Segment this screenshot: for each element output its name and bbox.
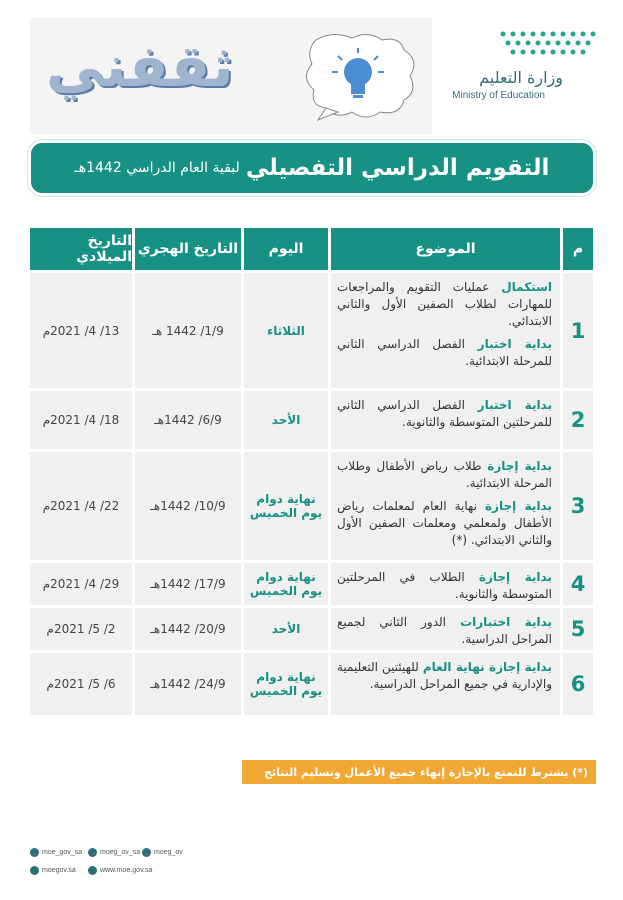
topic-lead: بداية اختبار <box>477 337 552 351</box>
header-num: م <box>563 228 593 270</box>
topic-text: الفصل الدراسي الثاني للمرحلتين المتوسطة والثانوية. <box>337 398 552 429</box>
instagram-icon <box>88 848 97 857</box>
globe-icon <box>88 866 97 875</box>
topic-lead: بداية اختبار <box>477 398 552 412</box>
twitter-handle: moe_gov_sa <box>42 849 83 856</box>
row-number: 3 <box>563 452 593 560</box>
instagram-handle: moeg_ov_sa <box>100 849 141 856</box>
ministry-logo-icon <box>493 26 603 62</box>
row-topic <box>331 391 560 449</box>
row-hijri-date: 20/9/ 1442هـ <box>135 608 241 650</box>
row-number: 4 <box>563 563 593 605</box>
row-day: نهاية دوام يوم الخميس <box>244 563 328 605</box>
row-topic <box>331 563 560 605</box>
topic-paragraph <box>337 659 552 693</box>
topic-text: للهيئتين التعليمية والإدارية في جميع المراحل الدراسية. <box>337 660 552 691</box>
topic-paragraph <box>337 279 552 330</box>
row-gregorian-date: 6/ 5/ 2021م <box>30 653 132 715</box>
row-gregorian-date: 18/ 4/ 2021م <box>30 391 132 449</box>
row-hijri-date: 1/9/ 1442 هـ <box>135 273 241 388</box>
topic-lead: بداية إجازة <box>484 499 552 513</box>
snapchat-handle: moeg_ov <box>154 849 183 856</box>
social-footer <box>30 848 230 884</box>
row-topic <box>331 452 560 560</box>
topic-lead: بداية إجازة <box>487 459 552 473</box>
topic-paragraph <box>337 498 552 549</box>
topic-lead: بداية إجازة <box>478 570 552 584</box>
page-header <box>0 0 623 140</box>
footnote-banner: (*) يشترط للتمتع بالإجازة إنهاء جميع الأعمال وتسليم النتائج <box>242 760 596 784</box>
row-topic <box>331 273 560 388</box>
topic-text: الدور الثاني لجميع المراحل الدراسية. <box>337 615 552 646</box>
brand-logo-text: ثقفني <box>46 32 234 100</box>
page-subtitle: لبقية العام الدراسي 1442هـ <box>74 160 240 176</box>
lightbulb-icon <box>296 30 422 122</box>
row-number: 1 <box>563 273 593 388</box>
row-day: الثلاثاء <box>244 273 328 388</box>
row-hijri-date: 6/9/ 1442هـ <box>135 391 241 449</box>
row-topic <box>331 608 560 650</box>
row-number: 2 <box>563 391 593 449</box>
website-link[interactable] <box>88 866 152 875</box>
title-banner <box>28 140 596 196</box>
row-gregorian-date: 2/ 5/ 2021م <box>30 608 132 650</box>
topic-paragraph <box>337 397 552 431</box>
topic-paragraph <box>337 336 552 370</box>
row-day: الأحد <box>244 608 328 650</box>
row-gregorian-date: 29/ 4/ 2021م <box>30 563 132 605</box>
topic-paragraph <box>337 569 552 603</box>
instagram-link[interactable] <box>88 848 140 857</box>
topic-text: عمليات التقويم والمراجعات للمهارات لطلاب الصفين الأول والثاني الابتدائي. <box>337 280 552 328</box>
header-topic: الموضوع <box>331 228 560 270</box>
row-gregorian-date: 13/ 4/ 2021م <box>30 273 132 388</box>
snapchat-icon <box>142 848 151 857</box>
topic-text: الطلاب في المرحلتين المتوسطة والثانوية. <box>337 570 552 601</box>
page-title: التقويم الدراسي التفصيلي <box>245 155 550 181</box>
row-day: الأحد <box>244 391 328 449</box>
row-day: نهاية دوام يوم الخميس <box>244 452 328 560</box>
row-day: نهاية دوام يوم الخميس <box>244 653 328 715</box>
topic-text: الفصل الدراسي الثاني للمرحلة الابتدائية. <box>337 337 552 368</box>
website-url: www.moe.gov.sa <box>100 867 153 874</box>
ministry-name-en: Ministry of Education <box>452 90 545 101</box>
snapchat-link[interactable] <box>142 848 183 857</box>
header-day: اليوم <box>244 228 328 270</box>
header-hijri: التاريخ الهجري <box>135 228 241 270</box>
twitter-icon <box>30 848 39 857</box>
topic-text: نهاية العام لمعلمات رياض الأطفال ولمعلمي ومعلمات الصفين الأول والثاني الابتدائي. (*) <box>337 499 552 547</box>
twitter-link[interactable] <box>30 848 82 857</box>
topic-paragraph <box>337 458 552 492</box>
row-hijri-date: 10/9/ 1442هـ <box>135 452 241 560</box>
topic-text: طلاب رياض الأطفال وطلاب المرحلة الابتدائية. <box>337 459 552 490</box>
topic-lead: بداية اختبارات <box>460 615 552 629</box>
row-topic <box>331 653 560 715</box>
row-gregorian-date: 22/ 4/ 2021م <box>30 452 132 560</box>
topic-lead: استكمال <box>501 280 552 294</box>
ministry-name-ar: وزارة التعليم <box>479 68 563 87</box>
row-hijri-date: 17/9/ 1442هـ <box>135 563 241 605</box>
header-gregorian: التاريخ الميلادي <box>30 228 132 270</box>
row-number: 5 <box>563 608 593 650</box>
topic-paragraph <box>337 614 552 648</box>
row-number: 6 <box>563 653 593 715</box>
facebook-handle: moegov.sa <box>42 867 76 874</box>
topic-lead: بداية إجازة نهاية العام <box>422 660 552 674</box>
row-hijri-date: 24/9/ 1442هـ <box>135 653 241 715</box>
facebook-icon <box>30 866 39 875</box>
facebook-link[interactable] <box>30 866 76 875</box>
